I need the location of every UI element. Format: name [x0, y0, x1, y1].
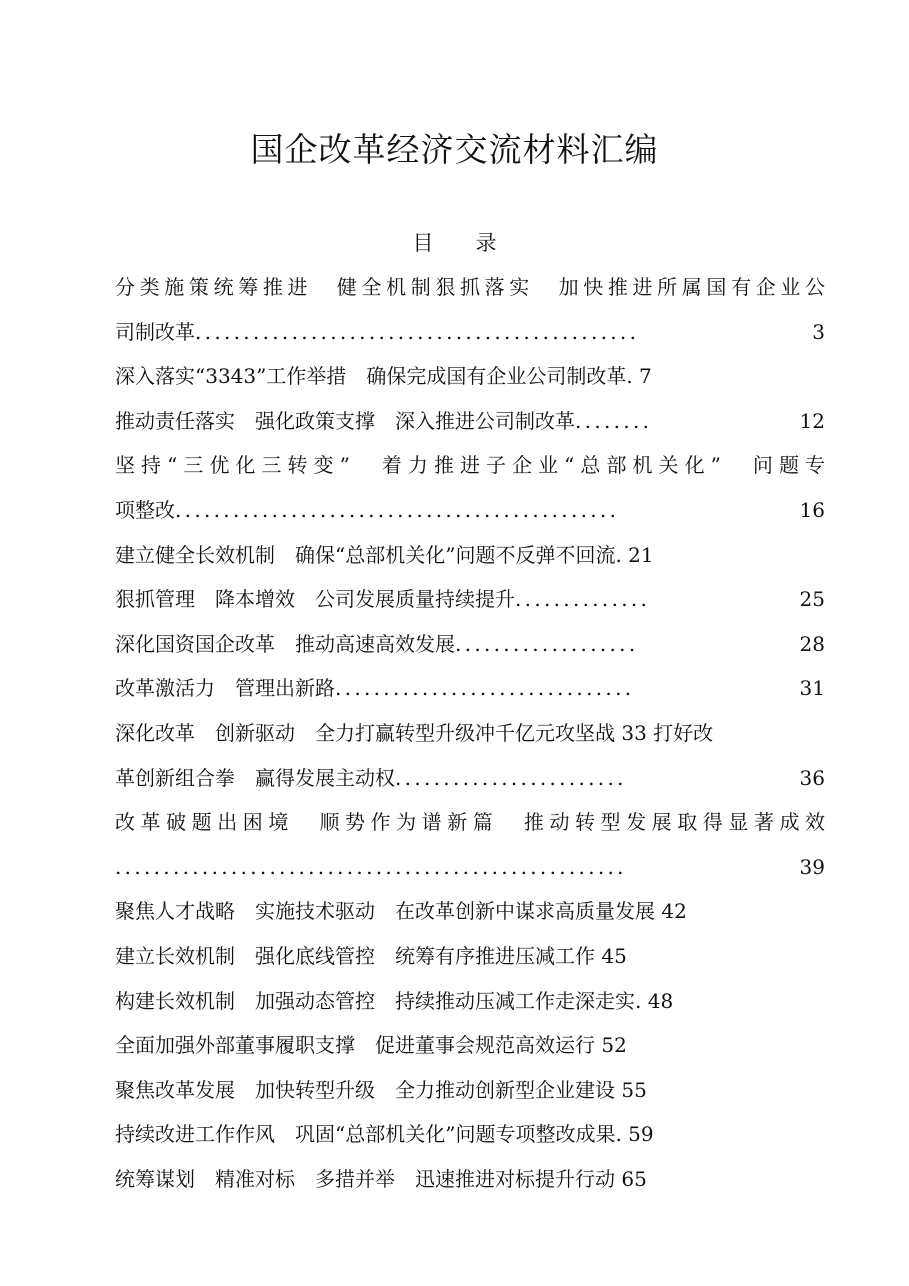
- toc-entry-line: [115, 889, 825, 934]
- toc-heading: [0, 228, 909, 258]
- toc-entry-line: [115, 800, 825, 845]
- toc-entry-text: 改革破题出困境 顺势作为谱新篇 推动转型发展取得显著成效: [115, 810, 825, 835]
- toc-page-number: 25: [799, 587, 825, 612]
- table-of-contents: [115, 265, 825, 1201]
- toc-entry-line: [115, 666, 825, 711]
- toc-leader-dots: ...................: [455, 631, 639, 656]
- toc-page-number: 28: [799, 631, 825, 656]
- toc-heading-char-2: 录: [475, 231, 497, 255]
- toc-page-number: 39: [799, 854, 825, 879]
- toc-entry-line: [115, 1068, 825, 1113]
- toc-entry-text: 建立长效机制 强化底线管控 统筹有序推进压减工作 45: [115, 943, 627, 968]
- toc-entry-line: [115, 1023, 825, 1068]
- toc-entry-line: [115, 979, 825, 1024]
- toc-entry-line: [115, 265, 825, 310]
- toc-entry-text: 深化改革 创新驱动 全力打赢转型升级冲千亿元攻坚战 33 打好改: [115, 720, 714, 745]
- toc-entry-text: 全面加强外部董事履职支撑 促进董事会规范高效运行 52: [115, 1033, 627, 1058]
- toc-entry-text: 建立健全长效机制 确保“总部机关化”问题不反弹不回流. 21: [115, 542, 654, 567]
- toc-entry-text: 改革激活力 管理出新路: [115, 676, 335, 701]
- toc-entry-text: 司制改革: [115, 319, 195, 344]
- toc-page-number: 3: [812, 319, 825, 344]
- toc-page-number: 36: [799, 765, 825, 790]
- toc-leader-dots: ..............: [515, 587, 651, 612]
- toc-entry-text: 项整改: [115, 497, 175, 522]
- toc-entry-line: [115, 756, 825, 801]
- toc-entry-line: [115, 622, 825, 667]
- toc-entry-text: 持续改进工作作风 巩固“总部机关化”问题专项整改成果. 59: [115, 1122, 654, 1147]
- toc-entry-text: 深化国资国企改革 推动高速高效发展: [115, 631, 455, 656]
- toc-page-number: 31: [799, 676, 825, 701]
- document-title: 国企改革经济交流材料汇编: [250, 130, 659, 169]
- toc-entry-text: 统筹谋划 精准对标 多措并举 迅速推进对标提升行动 65: [115, 1166, 647, 1191]
- toc-leader-dots: ...............................: [335, 676, 635, 701]
- toc-entry-line: [115, 845, 825, 890]
- toc-entry-text: 聚焦改革发展 加快转型升级 全力推动创新型企业建设 55: [115, 1077, 647, 1102]
- toc-entry-text: 分类施策统筹推进 健全机制狠抓落实 加快推进所属国有企业公: [115, 275, 825, 299]
- toc-entry-text: 革创新组合拳 赢得发展主动权: [115, 765, 395, 790]
- toc-entry-line: [115, 577, 825, 622]
- toc-entry-line: [115, 399, 825, 444]
- toc-entry-line: [115, 533, 825, 578]
- toc-leader-dots: ..............................................: [195, 319, 640, 344]
- toc-entry-line: [115, 488, 825, 533]
- toc-entry-line: [115, 711, 825, 756]
- toc-entry-line: [115, 310, 825, 355]
- toc-entry-text: 聚焦人才战略 实施技术驱动 在改革创新中谋求高质量发展 42: [115, 899, 687, 924]
- toc-entry-text: 狠抓管理 降本增效 公司发展质量持续提升: [115, 587, 515, 612]
- toc-entry-text: 深入落实“3343”工作举措 确保完成国有企业公司制改革. 7: [115, 364, 652, 389]
- toc-entry-line: [115, 443, 825, 488]
- toc-entry-text: 坚持“三优化三转变” 着力推进子企业“总部机关化” 问题专: [115, 453, 825, 478]
- toc-leader-dots: ..............................................: [175, 497, 620, 522]
- toc-heading-char-1: 目: [412, 231, 434, 255]
- toc-leader-dots: ........................: [395, 765, 627, 790]
- toc-leader-dots: .....................................................: [115, 854, 627, 879]
- toc-entry-line: [115, 1157, 825, 1202]
- toc-leader-dots: ........: [575, 408, 653, 433]
- toc-entry-line: [115, 354, 825, 399]
- toc-entry-line: [115, 1112, 825, 1157]
- toc-entry-text: 推动责任落实 强化政策支撑 深入推进公司制改革: [115, 408, 575, 433]
- toc-page-number: 12: [799, 408, 825, 433]
- toc-entry-text: 构建长效机制 加强动态管控 持续推动压减工作走深走实. 48: [115, 988, 674, 1013]
- toc-page-number: 16: [799, 497, 825, 522]
- toc-entry-line: [115, 934, 825, 979]
